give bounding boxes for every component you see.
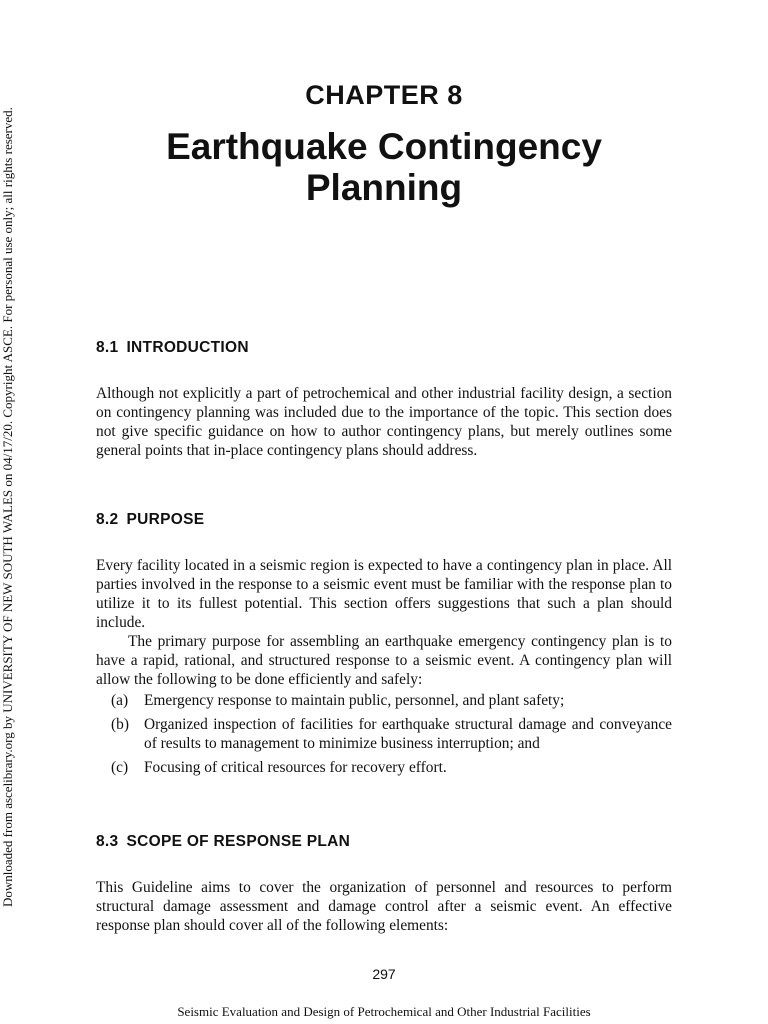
section-body-introduction <box>96 384 672 460</box>
section-body-purpose <box>96 556 672 782</box>
download-notice: Downloaded from ascelibrary.org by UNIVERSITY OF NEW SOUTH WALES on 04/17/20. Copyright ASCE. For personal use only; all rights reserved. <box>0 107 15 907</box>
list-item <box>96 758 672 777</box>
list-item-text: Focusing of critical resources for recovery effort. <box>144 759 447 776</box>
list-marker: (c) <box>111 759 129 776</box>
page-number: 297 <box>372 966 396 982</box>
section-number: 8.1 <box>96 339 119 356</box>
chapter-title-line-2: Planning <box>305 167 463 208</box>
list-item <box>96 715 672 753</box>
chapter-title-line-1: Earthquake Contingency <box>166 126 602 167</box>
paragraph: The primary purpose for assembling an earthquake emergency contingency plan is to have a rapid, rational, and structured response to a seismic event. A contingency plan will allow the following to be done efficiently and safely: <box>96 633 672 688</box>
section-body-scope <box>96 878 672 935</box>
book-title-footer: Seismic Evaluation and Design of Petrochemical and Other Industrial Facilities <box>177 1004 591 1019</box>
list-item <box>96 691 672 710</box>
chapter-label: CHAPTER 8 <box>305 80 463 110</box>
section-title: INTRODUCTION <box>126 339 249 356</box>
section-number: 8.2 <box>96 511 119 528</box>
purpose-list <box>96 691 672 777</box>
chapter-title <box>0 126 768 208</box>
list-marker: (b) <box>111 716 129 733</box>
list-item-text: Organized inspection of facilities for earthquake structural damage and conveyance of results to management to minimize business interruption; and <box>144 716 672 752</box>
paragraph: This Guideline aims to cover the organization of personnel and resources to perform structural damage assessment and damage control after a seismic event. An effective response plan should cover all of the following elements: <box>96 879 672 934</box>
section-heading-purpose <box>96 511 204 529</box>
section-heading-scope <box>96 833 350 851</box>
paragraph: Although not explicitly a part of petrochemical and other industrial facility design, a section on contingency planning was included due to the importance of the topic. This section does not give specific guidance on how to author contingency plans, but merely outlines some general points that in-place contingency plans should address. <box>96 385 672 459</box>
paragraph: Every facility located in a seismic region is expected to have a contingency plan in place. All parties involved in the response to a seismic event must be familiar with the response plan to utilize it to its fullest potential. This section offers suggestions that such a plan should include. <box>96 557 672 631</box>
section-title: PURPOSE <box>126 511 205 528</box>
list-item-text: Emergency response to maintain public, personnel, and plant safety; <box>144 692 565 709</box>
list-marker: (a) <box>111 692 129 709</box>
section-title: SCOPE OF RESPONSE PLAN <box>126 833 351 850</box>
section-number: 8.3 <box>96 833 119 850</box>
section-heading-introduction <box>96 339 249 357</box>
